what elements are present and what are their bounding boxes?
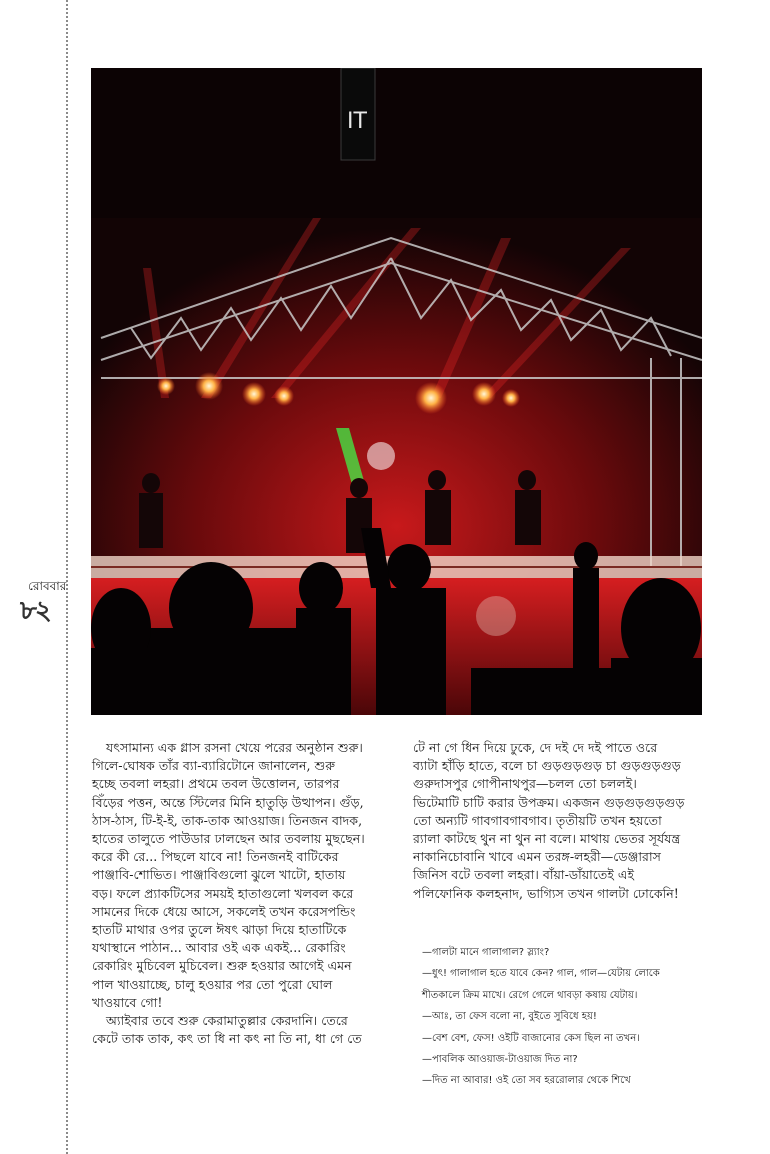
paragraph-line: হচ্ছে তবলা লহরা। প্রথমে তবল উত্তোলন, তারপর [92,776,340,792]
page-number: ৮২ [20,596,50,626]
dialogue-line: —গালটা মানে গালাগাল? স্ল্যাং? [422,947,550,958]
paragraph-line: হাতের তালুতে পাউডার ঢালছেন আর তবলায় মুছছেন। [92,831,365,847]
paragraph-line: র‍্যালা কাটছে থুন না থুন না বলে। মাথায় ভেতর সূর্যযন্ত্র [413,831,681,847]
paragraph-line: খাওয়াবে গো! [92,994,163,1010]
paragraph-line: পাল খাওয়াচ্ছে, চালু হওয়ার পর তো পুরো ঘোল [92,976,333,992]
paragraph-line: টে না গে ধিন দিয়ে ঢুকে, দে দই দে দই পাতে ওরে [413,740,658,755]
dialogue-line: —বেশ বেশ, ফেস! ওইটি বাজানোর কেস ছিল না তখন। [422,1032,640,1044]
venue-sign: IT [347,109,367,134]
section-label: রোববার [28,579,67,593]
paragraph-line: যথাস্থানে পাঠান... আবার ওই এক একই... রেকারিং [92,940,346,956]
paragraph-line: তো অন্যটি গাবগাবগাবগাব। তৃতীয়টি তখন হয়তো [413,812,662,828]
paragraph-line: অ্যাইবার তবে শুরু কেরামাতুল্লার কেরদানি। তেরে [106,1013,348,1029]
article-right-column [413,739,713,903]
paragraph-line: সামনের দিকে ধেয়ে আসে, সকলেই তখন করেসপন্ডিং [92,903,356,919]
dialogue-line: —পাবলিক আওয়াজ-টাওয়াজ দিত না? [422,1054,578,1066]
paragraph-line: পলিফোনিক কলহনাদ, ভাগ্যিস তখন গালটা ঢোকেনি! [413,885,679,901]
dialogue-block [422,942,712,1092]
paragraph-line: বিঁড়ের পত্তন, অন্তে স্টিলের মিনি হাতুড়ি উত্থাপন। গুঁড়, [92,794,364,810]
paragraph-line: হাতটি মাথার ওপর তুলে ঈষৎ ঝাড়া দিয়ে হাতাটিকে [92,922,347,938]
dialogue-line: শীতকালে ক্রিম মাখে। রেগে গেলে থাবড়া কষায় যেটায়। [422,989,638,1001]
paragraph-line: রেকারিং মুচিবেল মুচিবেল। শুরু হওয়ার আগেই এমন [92,958,352,974]
paragraph-line: যৎসামান্য এক গ্লাস রসনা খেয়ে পরের অনুষ্ঠান শুরু। [106,740,363,755]
margin-dotted-rule [66,0,68,1154]
paragraph-line: করে কী রে... পিছলে যাবে না! তিনজনই বাটিকের [92,849,339,865]
paragraph-line: ব্যাটা হাঁড়ি হাতে, বলে চা গুড়গুড়গুড় চা গুড়গুড়গুড় [413,758,681,774]
article-left-column [92,739,392,1048]
dialogue-line: —ধুৎ! গালাগাল হতে যাবে কেন? গাল, গাল—যেটায় লোকে [422,968,660,980]
paragraph-line: কেটে তাক তাক, কৎ তা ধি না কৎ না তি না, ধা গে তে [92,1031,362,1047]
paragraph-line: গুরুদাসপুর গোপীনাথপুর—চলল তো চললই। [413,776,637,792]
dialogue-line: —আঃ, তা ফেস বলো না, বুইতে সুবিধে হয়! [422,1011,597,1023]
paragraph-line: ঠাস-ঠাস, টি-ই-ই, তাক-তাক আওয়াজ। তিনজন বাদক, [92,812,363,828]
paragraph-line: বড়। ফলে প্র্যাকটিসের সময়ই হাতাগুলো খলবল করে [92,885,354,901]
paragraph-line: নাকানিচোবানি খাবে এমন তরঙ্গ-লহরী—ডেঞ্জারাস [413,849,661,865]
dialogue-line: —দিত না আবার! ওই তো সব হররোলার থেকে শিখে [422,1075,631,1087]
paragraph-line: জিনিস বটে তবলা লহরা। বাঁয়া-ডাঁয়াতেই এই [413,867,635,883]
paragraph-line: গিলে-ঘোষক তাঁর ব্যা-ব্যারিটোনে জানালেন, শুরু [92,758,336,774]
paragraph-line: পাঞ্জাবি-শোভিত। পাঞ্জাবিগুলো ঝুলে খাটো, হাতায় [92,867,346,883]
concert-photo [91,68,702,715]
paragraph-line: ভিটেমাটি চাটি করার উপক্রম। একজন গুড়গুড়গুড়গুড় [413,794,685,810]
